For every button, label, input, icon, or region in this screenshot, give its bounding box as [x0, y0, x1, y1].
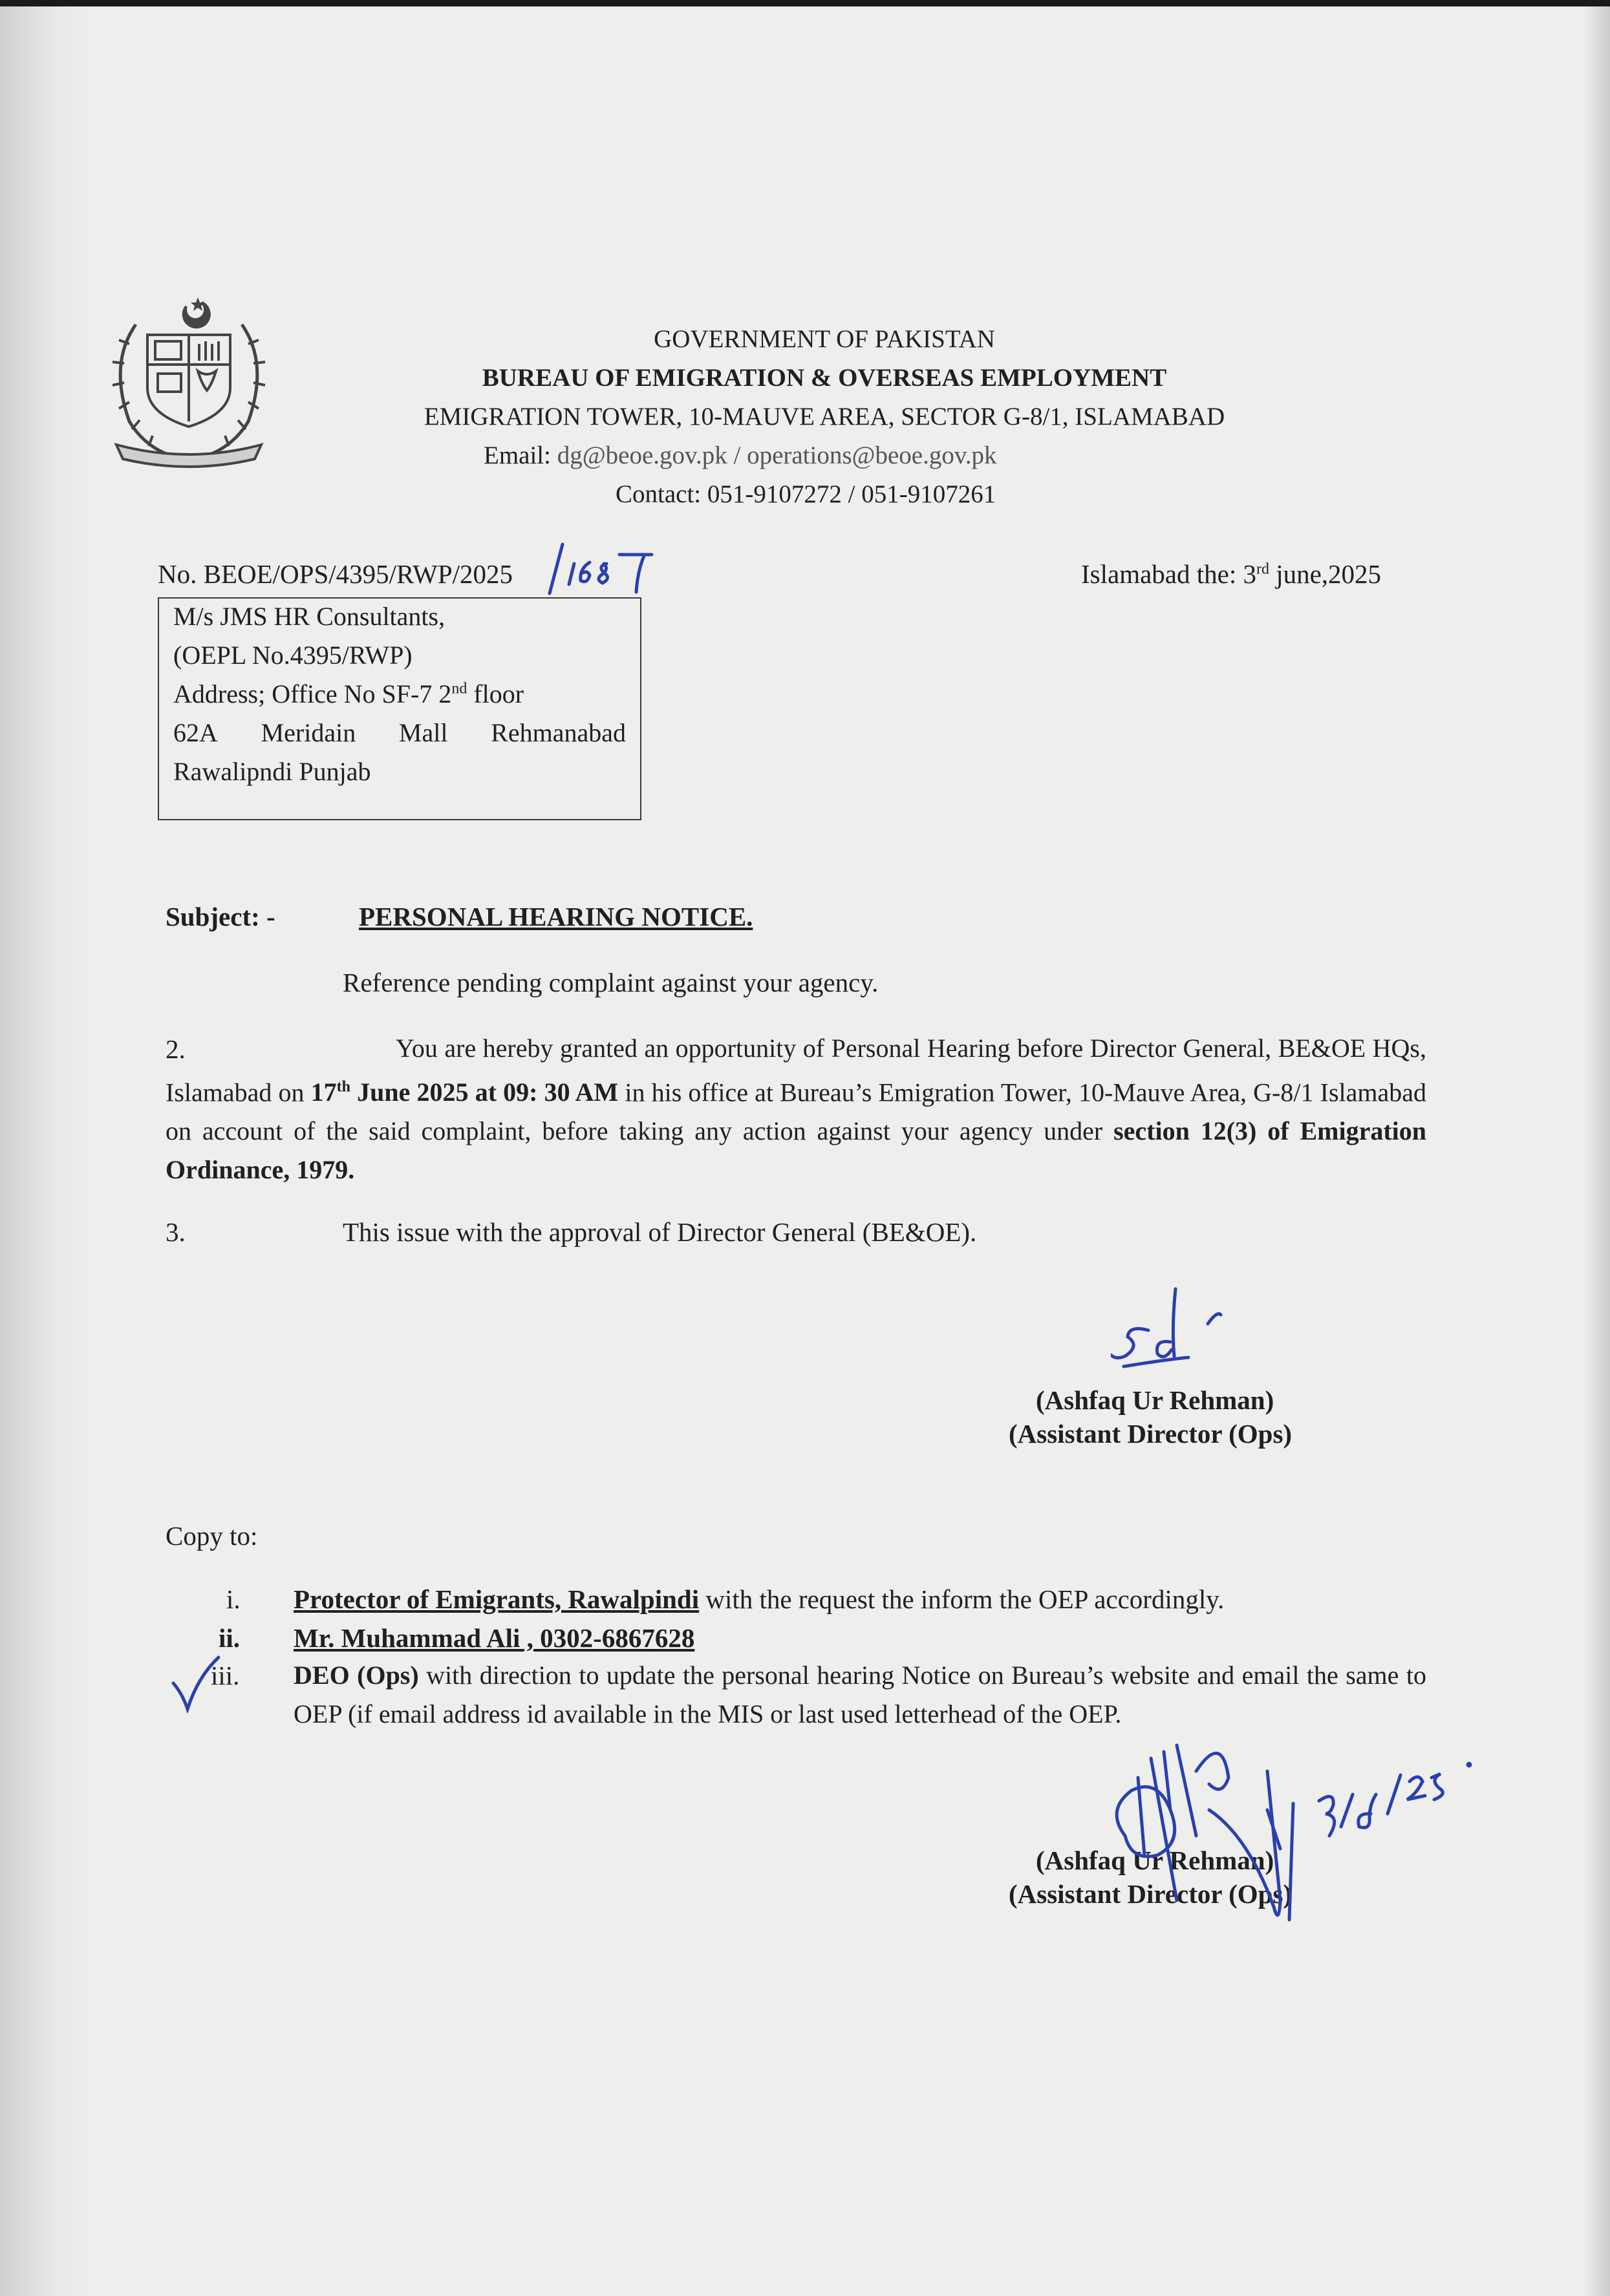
addressee-license: (OEPL No.4395/RWP) — [173, 641, 413, 670]
reference-number: No. BEOE/OPS/4395/RWP/2025 — [158, 559, 513, 589]
copy-to-label: Copy to: — [166, 1521, 258, 1551]
signatory-1-name: (Ashfaq Ur Rehman) — [1036, 1385, 1274, 1415]
letterhead-email — [484, 441, 997, 471]
addressee-name: M/s JMS HR Consultants, — [173, 602, 445, 631]
letterhead-bureau: BUREAU OF EMIGRATION & OVERSEAS EMPLOYMENT — [482, 364, 1167, 392]
paragraph-2: You are hereby granted an opportunity of Personal Hearing before Director General, BE&OE HQs, Islamabad on 17th June 2025 at 09: 30 AM in his office at Bureau’s Emigration Tower, 10-Mauve Area, G-8/1 Islamabad on account of the said complaint, before taking any action against your agency under section 12(3) of Emigration Ordinance, 1979. — [166, 1034, 1427, 1185]
signatory-2-name: (Ashfaq Ur Rehman) — [1036, 1845, 1274, 1875]
email-label: Email: — [484, 441, 551, 469]
copy-item-3-number: iii. — [211, 1661, 240, 1690]
copy-item-1-number: i. — [226, 1584, 241, 1614]
scan-top-edge — [0, 0, 1610, 6]
subject-title: PERSONAL HEARING NOTICE. — [359, 902, 753, 931]
letter-date: Islamabad the: 3rd june,2025 — [1081, 559, 1382, 589]
signatory-2-title: (Assistant Director (Ops) — [1009, 1879, 1293, 1909]
letterhead-address: EMIGRATION TOWER, 10-MAUVE AREA, SECTOR G-8/1, ISLAMABAD — [424, 403, 1225, 430]
letterhead-contact: Contact: 051-9107272 / 051-9107261 — [616, 480, 996, 508]
handwritten-signature-with-date — [1099, 1732, 1487, 1952]
reference-line: Reference pending complaint against your agency. — [343, 968, 879, 997]
addressee-city: Rawalipndi Punjab — [173, 757, 371, 786]
copy-item-3: DEO (Ops) with direction to update the personal hearing Notice on Bureau’s website and email the same to OEP (if email address id available in the MIS or last used letterhead of the OEP. — [294, 1661, 1426, 1728]
handwritten-number — [547, 538, 663, 596]
addressee-office: Address; Office No SF-7 2nd floor — [173, 679, 524, 708]
copy-item-2: Mr. Muhammad Ali , 0302-6867628 — [294, 1623, 695, 1653]
addressee-street: 62A Meridain Mall Rehmanabad — [173, 718, 626, 747]
handwritten-sd-signature — [1111, 1286, 1266, 1377]
copy-item-1: Protector of Emigrants, Rawalpindi with the request the inform the OEP accordingly. — [294, 1584, 1225, 1614]
paragraph-2-number: 2. — [166, 1034, 186, 1064]
letterhead-government: GOVERNMENT OF PAKISTAN — [654, 325, 995, 353]
addressee-box — [158, 597, 641, 820]
paragraph-3: This issue with the approval of Director General (BE&OE). — [343, 1217, 977, 1247]
paragraph-3-number: 3. — [166, 1217, 186, 1247]
subject-label: Subject: - — [166, 902, 275, 931]
email-addresses: dg@beoe.gov.pk / operations@beoe.gov.pk — [557, 441, 997, 469]
signatory-1-title: (Assistant Director (Ops) — [1009, 1419, 1293, 1449]
copy-item-2-number: ii. — [219, 1623, 241, 1653]
